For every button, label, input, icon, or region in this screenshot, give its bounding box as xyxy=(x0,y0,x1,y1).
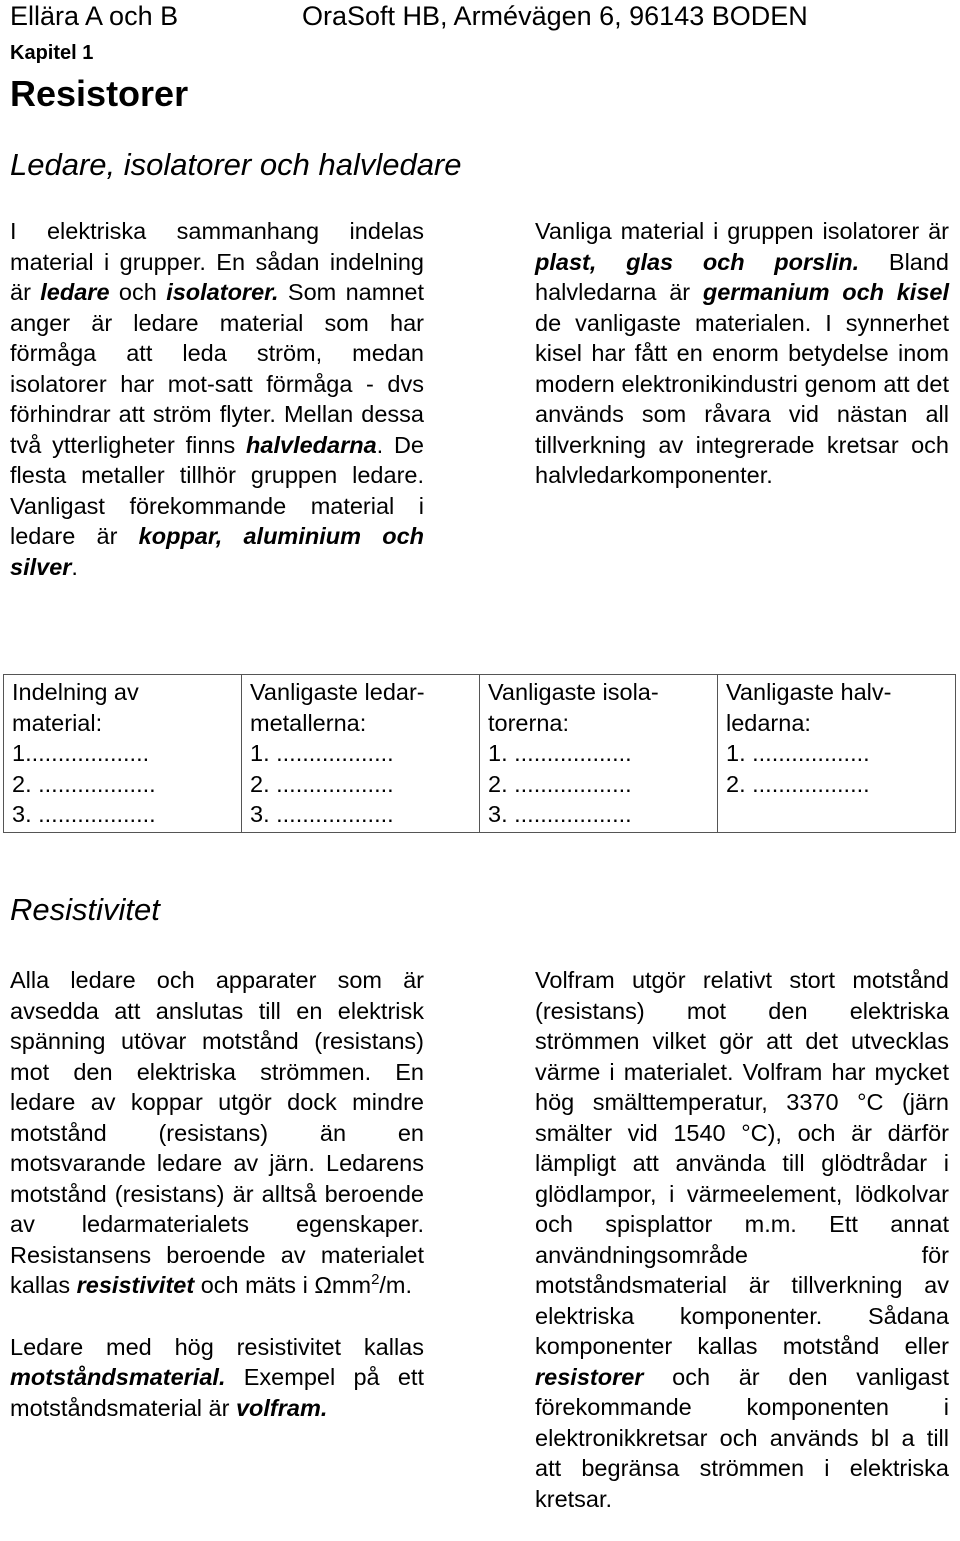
section1-left-column xyxy=(10,216,424,582)
header-left: Ellära A och B xyxy=(10,1,179,31)
section1-right-column xyxy=(535,216,949,491)
chapter-label: Kapitel 1 xyxy=(10,42,94,64)
table-cell-insulators: Vanligaste isola- torerna: 1. .................. 2. .................. 3. .................. xyxy=(480,675,718,833)
section1-right-paragraph: Vanliga material i gruppen isolatorer är plast, glas och porslin. Bland halvledarna är germanium och kisel de vanligaste materialen. I synnerhet kisel har fått en enorm betydelse inom modern elektronikindustri genom att det används som råvara vid nästan all tillverkning av integrerade kretsar och halvledarkomponenter. xyxy=(535,218,950,488)
header-right: OraSoft HB, Armévägen 6, 96143 BODEN xyxy=(302,1,808,31)
section1-heading: Ledare, isolatorer och halvledare xyxy=(10,147,462,182)
section1-left-paragraph: I elektriska sammanhang indelas material i grupper. En sådan indelning är ledare och isolatorer. Som namnet anger är ledare material som har förmåga att leda ström, medan isolatorer har mot-satt förmåga - dvs förhindrar att ström flyter. Mellan dessa två ytterligheter finns halvledarna. De flesta metaller tillhör gruppen ledare. Vanligast förekommande material i ledare är koppar, aluminium och silver. xyxy=(10,218,424,580)
section2-right-column xyxy=(535,965,949,1514)
section2-heading: Resistivitet xyxy=(10,892,160,927)
section2-left-column xyxy=(10,965,424,1423)
section2-left-paragraph-1: Alla ledare och apparater som är avsedda att anslutas till en elektrisk spänning utövar motstånd (resistans) mot den elektriska strömmen. En ledare av koppar utgör dock mindre motstånd (resistans) än en motsvarande ledare av järn. Ledarens motstånd (resistans) är alltså beroende av ledarmaterialets egenskaper. Resistansens beroende av materialet kallas resistivitet och mäts i Ωmm$^2$/m. xyxy=(10,967,424,1298)
section2-right-paragraph: Volfram utgör relativt stort motstånd (resistans) mot den elektriska strömmen vilket gör att det utvecklas värme i materialet. Volfram har mycket hög smälttemperatur, 3370 °C (järn smälter vid 1540 °C), och är därför lämpligt att använda till glödtrådar i glödlampor, i värmeelement, lödkolvar och spisplattor m.m. Ett annat användningsområde för motståndsmaterial är tillverkning av elektriska komponenter. Sådana komponenter kallas motstånd eller resistorer och är den vanligast förekommande komponenten i elektronikkretsar och används bl a till att begränsa strömmen i elektriska kretsar. xyxy=(535,967,949,1512)
table-cell-semiconductors: Vanligaste halv- ledarna: 1. .................. 2. .................. xyxy=(718,675,956,833)
section2-left-paragraph-2: Ledare med hög resistivitet kallas motståndsmaterial. Exempel på ett motståndsmaterial är volfram. xyxy=(10,1333,424,1421)
table-cell-conductors: Vanligaste ledar- metallerna: 1. .................. 2. .................. 3. .................. xyxy=(242,675,480,833)
page-title: Resistorer xyxy=(10,73,189,114)
table-row xyxy=(4,675,956,833)
fill-in-table xyxy=(3,674,956,833)
table-cell-material: Indelning av material: 1................... 2. .................. 3. .................. xyxy=(4,675,242,833)
